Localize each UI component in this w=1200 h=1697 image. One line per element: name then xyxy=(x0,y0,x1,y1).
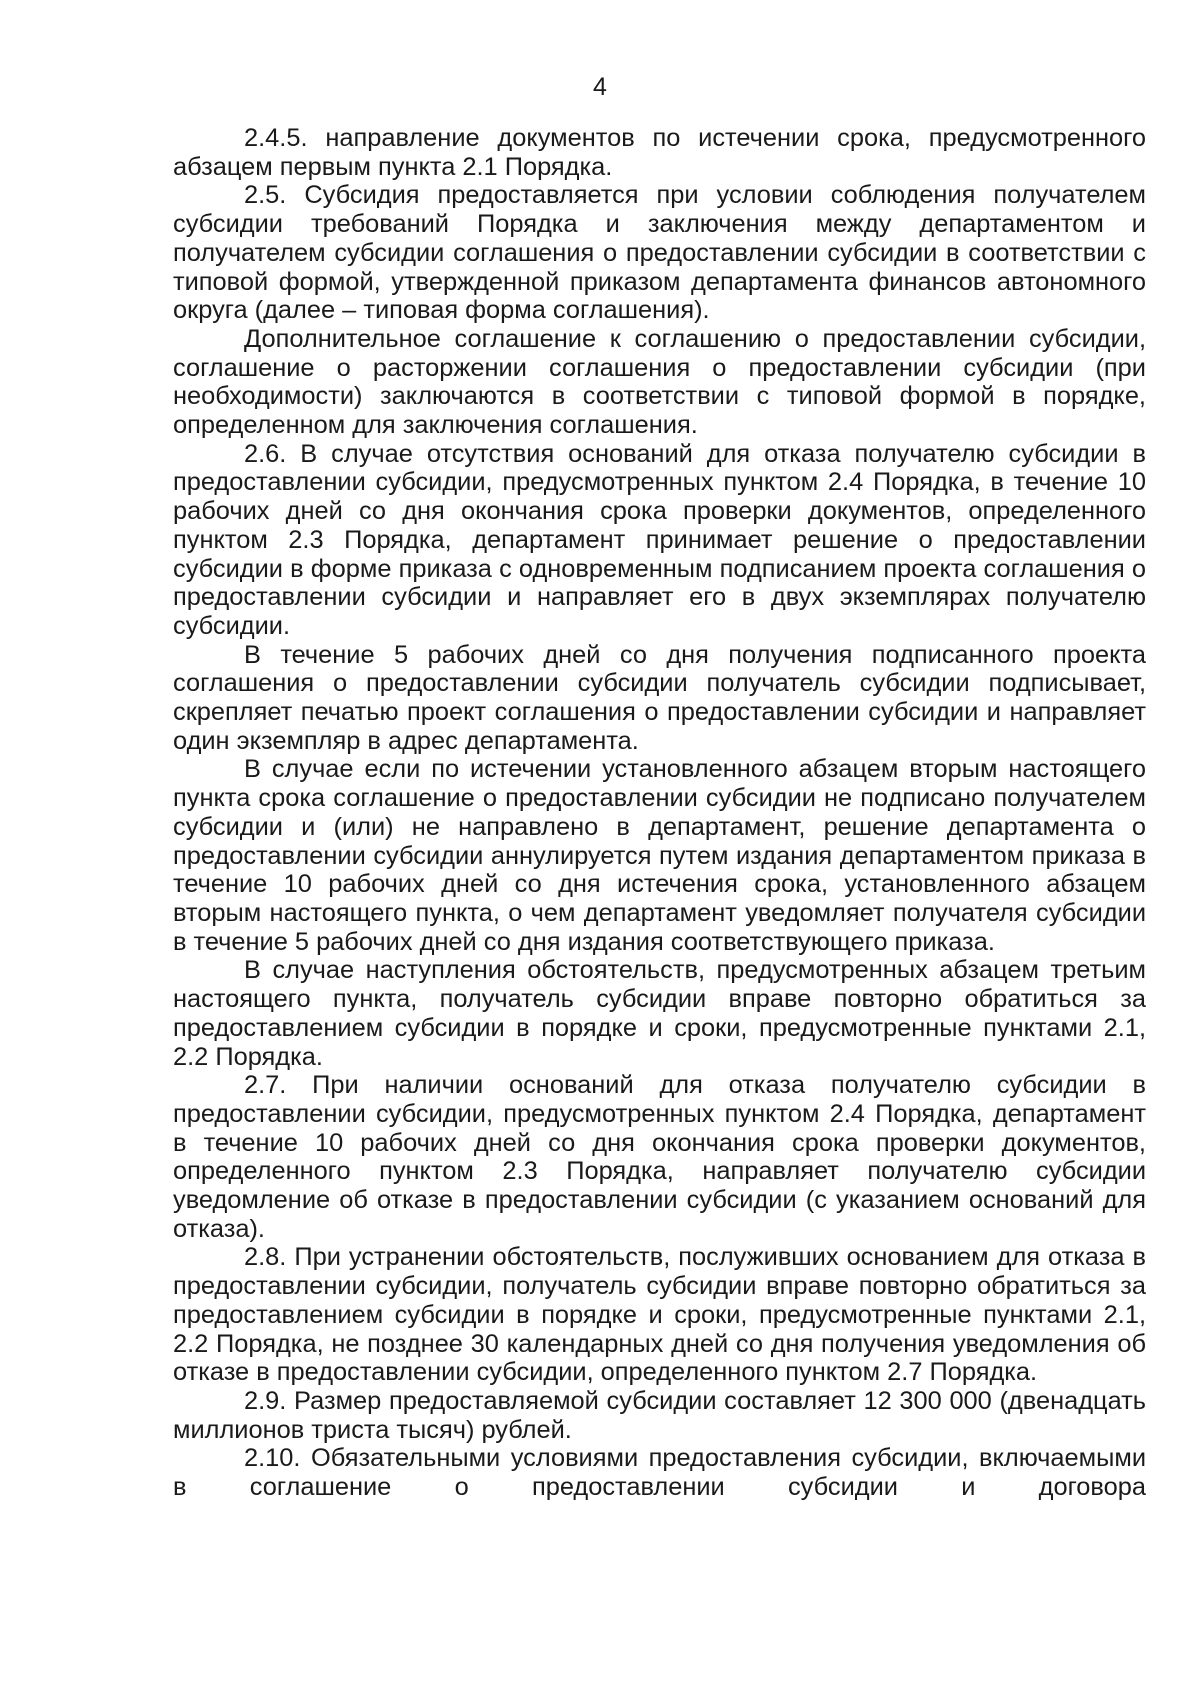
paragraph-repeat-application: В случае наступления обстоятельств, предусмотренных абзацем третьим настоящего пункта, получатель субсидии вправе повторно обратиться за предоставлением субсидии в порядке и сроки, предусмотренные пунктами 2.1, 2.2 Порядка. xyxy=(173,956,1146,1071)
paragraph-2-4-5: 2.4.5. направление документов по истечении срока, предусмотренного абзацем первым пункта 2.1 Порядка. xyxy=(173,124,1146,181)
paragraph-2-10: 2.10. Обязательными условиями предоставления субсидии, включаемыми в соглашение о предоставлении субсидии и договора xyxy=(173,1444,1146,1502)
paragraph-2-5: 2.5. Субсидия предоставляется при условии соблюдения получателем субсидии требований Порядка и заключения между департаментом и получателем субсидии соглашения о предоставлении субсидии в соответствии с типовой формой, утвержденной приказом департамента финансов автономного округа (далее – типовая форма соглашения). xyxy=(173,181,1146,325)
paragraph-2-9: 2.9. Размер предоставляемой субсидии составляет 12 300 000 (двенадцать миллионов триста тысяч) рублей. xyxy=(173,1386,1146,1444)
paragraph-2-6: 2.6. В случае отсутствия оснований для отказа получателю субсидии в предоставлении субсидии, предусмотренных пунктом 2.4 Порядка, в течение 10 рабочих дней со дня окончания срока проверки документов, определенного пунктом 2.3 Порядка, департамент принимает решение о предоставлении субсидии в форме приказа с одновременным подписанием проекта соглашения о предоставлении субсидии и направляет его в двух экземплярах получателю субсидии. xyxy=(173,439,1146,640)
page-number: 4 xyxy=(593,73,607,101)
paragraph-additional-agreement: Дополнительное соглашение к соглашению о предоставлении субсидии, соглашение о расторжении соглашения о предоставлении субсидии (при необходимости) заключаются в соответствии с типовой формой в порядке, определенном для заключения соглашения. xyxy=(173,324,1146,440)
paragraph-2-8: 2.8. При устранении обстоятельств, послуживших основанием для отказа в предоставлении субсидии, получатель субсидии вправе повторно обратиться за предоставлением субсидии в порядке и сроки, предусмотренные пунктами 2.1, 2.2 Порядка, не позднее 30 календарных дней со дня получения уведомления об отказе в предоставлении субсидии, определенного пунктом 2.7 Порядка. xyxy=(173,1243,1146,1387)
paragraph-signing-period: В течение 5 рабочих дней со дня получения подписанного проекта соглашения о предоставлении субсидии получатель субсидии подписывает, скрепляет печатью проект соглашения о предоставлении субсидии и направляет один экземпляр в адрес департамента. xyxy=(173,640,1146,755)
paragraph-annulment: В случае если по истечении установленного абзацем вторым настоящего пункта срока соглашение о предоставлении субсидии не подписано получателем субсидии и (или) не направлено в департамент, решение департамента о предоставлении субсидии аннулируется путем издания департаментом приказа в течение 10 рабочих дней со дня истечения срока, установленного абзацем вторым настоящего пункта, о чем департамент уведомляет получателя субсидии в течение 5 рабочих дней со дня издания соответствующего приказа. xyxy=(173,755,1146,956)
paragraph-2-7: 2.7. При наличии оснований для отказа получателю субсидии в предоставлении субсидии, предусмотренных пунктом 2.4 Порядка, департамент в течение 10 рабочих дней со дня окончания срока проверки документов, определенного пунктом 2.3 Порядка, направляет получателю субсидии уведомление об отказе в предоставлении субсидии (с указанием оснований для отказа). xyxy=(173,1071,1146,1243)
document-body xyxy=(173,124,1146,1502)
